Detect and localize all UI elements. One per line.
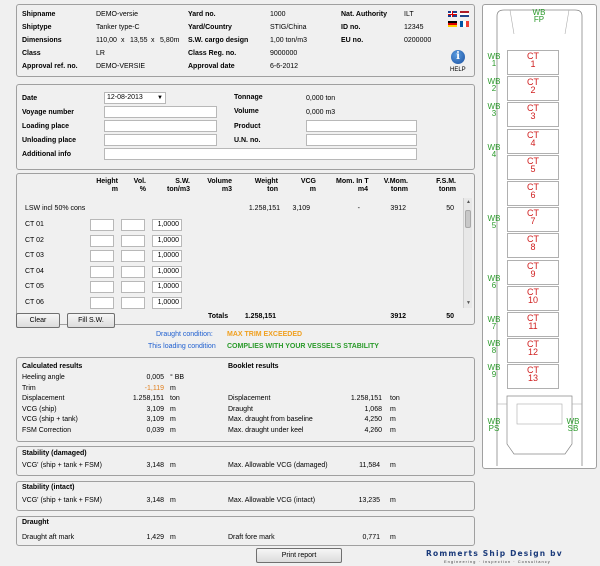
loading-condition-label: This loading condition	[148, 343, 216, 350]
wb-tank-number: 1	[491, 59, 497, 68]
tank-row-name: CT 02	[25, 236, 44, 244]
booklet-result-unit: m	[390, 426, 396, 434]
totals-fsm: 50	[446, 313, 454, 320]
help-label[interactable]: HELP	[450, 67, 466, 73]
calc-result-label: FSM Correction	[22, 426, 72, 434]
wb-tank-number: PS	[488, 424, 500, 433]
cargo-tank-label: CT	[527, 51, 539, 61]
unloading-place-label: Unloading place	[22, 137, 77, 144]
cargo-tank-ct1[interactable]	[507, 50, 559, 75]
cargo-tank-label: CT	[527, 182, 539, 192]
booklet-result-unit: m	[390, 405, 396, 413]
wb-tank-1[interactable]	[486, 53, 502, 67]
draught-aft-label: Draught aft mark	[22, 534, 75, 541]
voyage-number-label: Voyage number	[22, 109, 74, 116]
damaged-vcg-value: 3,148	[146, 462, 164, 469]
wb-tank-label: WB	[487, 363, 501, 372]
dimension-sep-2: x	[151, 37, 155, 44]
tank-row-name: CT 05	[25, 283, 44, 290]
calc-result-unit: ton	[170, 395, 180, 402]
wb-tank-label: WB	[487, 274, 501, 283]
stability-damaged-title: Stability (damaged)	[22, 450, 87, 457]
draught-aft-unit: m	[170, 534, 176, 541]
booklet-result-label: Max. draught from baseline	[228, 416, 313, 423]
booklet-result-value: 4,250	[364, 416, 382, 423]
cargo-tank-ct12[interactable]	[507, 338, 559, 363]
booklet-result-value: 1,068	[364, 405, 382, 413]
cargo-tank-number: 13	[527, 373, 538, 384]
cargo-tank-ct11[interactable]	[507, 312, 559, 337]
volume-pct-input[interactable]	[121, 297, 145, 309]
additional-info-field[interactable]	[104, 148, 417, 160]
booklet-result-label: Max. draught under keel	[228, 426, 304, 434]
calculated-results-title: Calculated results	[22, 363, 83, 370]
cargo-tank-label: CT	[527, 339, 539, 350]
intact-max-value: 13,235	[358, 497, 380, 504]
draught-condition-value: MAX TRIM EXCEEDED	[227, 331, 303, 338]
scroll-up-icon[interactable]: ▲	[466, 199, 471, 205]
table-scrollbar[interactable]	[463, 198, 472, 308]
cargo-tank-label: CT	[527, 77, 539, 88]
totals-label: Totals	[208, 313, 229, 320]
cargo-tank-number: 1	[530, 59, 536, 69]
wb-tank-4[interactable]	[486, 144, 502, 158]
booklet-result-unit: m	[390, 416, 396, 423]
cargo-tank-label: CT	[527, 129, 539, 140]
cargo-tank-number: 12	[527, 347, 538, 358]
lsw-vmom: 3912	[390, 205, 406, 212]
fill-sw-button[interactable]: Fill S.W.	[67, 313, 115, 328]
cargo-tank-number: 9	[530, 268, 536, 279]
tonnage-label: Tonnage	[234, 94, 263, 101]
column-header-line1: S.W.	[175, 178, 190, 185]
class-value: LR	[96, 50, 105, 57]
un-no-field[interactable]	[306, 134, 417, 146]
cargo-tank-label: CT	[527, 260, 539, 271]
volume-pct-input[interactable]	[121, 281, 145, 293]
additional-info-label: Additional info	[22, 151, 71, 158]
column-header-line2: ton/m3	[167, 186, 190, 193]
wb-tank-5[interactable]	[486, 215, 502, 229]
cargo-tank-number: 3	[530, 111, 536, 122]
product-field[interactable]	[306, 120, 417, 132]
yard-no-value: 1000	[270, 11, 286, 18]
damaged-vcg-label: VCG' (ship + tank + FSM)	[22, 462, 102, 469]
draught-aft-value: 1,429	[146, 534, 164, 541]
approval-date-label: Approval date	[188, 63, 235, 70]
flag-uk-icon[interactable]	[448, 11, 457, 17]
cargo-tank-ct13[interactable]	[507, 364, 559, 389]
column-header-line1: VCG	[300, 178, 316, 185]
booklet-result-label: Draught	[228, 405, 253, 413]
cargo-tank-number: 7	[530, 216, 536, 227]
product-label: Product	[234, 123, 261, 130]
sw-input[interactable]: 1,0000	[152, 266, 182, 278]
wb-tank-number: 5	[491, 221, 497, 230]
scrollbar-thumb[interactable]	[465, 210, 471, 228]
column-header-line1: Height	[96, 178, 118, 185]
column-header-line2: m3	[221, 186, 232, 193]
shiptype-value: Tanker type-C	[96, 24, 140, 31]
calc-result-label: VCG (ship + tank)	[22, 416, 78, 423]
volume-pct-input[interactable]	[121, 219, 145, 231]
wb-sb-line2: SB	[567, 424, 579, 433]
column-header-line2: m	[309, 186, 316, 193]
dimension-depth: 5,80m	[160, 37, 180, 44]
calc-result-unit: m	[170, 405, 176, 413]
tank-row-name: CT 01	[25, 221, 44, 228]
draught-title: Draught	[22, 519, 49, 526]
flag-nl-icon[interactable]	[460, 11, 469, 17]
dimension-length: 110,00	[96, 37, 117, 44]
booklet-result-value: 4,260	[364, 426, 382, 434]
lsw-fsm: 50	[446, 205, 454, 212]
intact-max-label: Max. Allowable VCG (intact)	[228, 497, 316, 504]
cargo-tank-ct5[interactable]	[507, 155, 559, 180]
damaged-max-unit: m	[390, 462, 396, 469]
help-icon[interactable]: i	[451, 50, 465, 64]
stability-intact-title: Stability (intact)	[22, 484, 75, 491]
cargo-tank-ct8[interactable]	[507, 233, 559, 258]
yard-no-label: Yard no.	[188, 11, 216, 18]
sw-cargo-label: S.W. cargo design	[188, 37, 249, 44]
wb-tank-7[interactable]	[486, 316, 502, 330]
calc-result-unit: m	[170, 416, 176, 423]
clear-button[interactable]: Clear	[16, 313, 60, 328]
shipname-value: DEMO-versie	[96, 11, 139, 18]
cargo-tank-number: 11	[528, 321, 538, 331]
wb-sb-tank[interactable]	[565, 418, 581, 432]
date-label: Date	[22, 95, 38, 102]
calc-result-label: Displacement	[22, 395, 65, 402]
calc-result-label: VCG (ship)	[22, 405, 57, 413]
intact-vcg-unit: m	[170, 497, 176, 504]
wb-tank-label: WB	[487, 102, 501, 111]
id-no-label: ID no.	[341, 24, 361, 31]
brand-tagline: Engineering · Inspection · Consultancy	[444, 559, 551, 564]
sw-input[interactable]: 1,0000	[152, 219, 182, 231]
loading-place-label: Loading place	[22, 123, 70, 130]
wb-fp-line2: FP	[533, 15, 545, 24]
column-header-line2: tonm	[438, 186, 456, 193]
height-input[interactable]	[90, 235, 114, 247]
calc-result-value: 3,109	[146, 405, 164, 413]
chevron-down-icon[interactable]: ▼	[157, 95, 163, 101]
cargo-tank-number: 6	[530, 190, 536, 200]
lsw-vcg: 3,109	[292, 205, 310, 212]
wb-tank-8[interactable]	[486, 340, 502, 354]
height-input[interactable]	[90, 281, 114, 293]
shiptype-label: Shiptype	[22, 24, 52, 31]
wb-tank-ps[interactable]	[486, 418, 502, 432]
sw-input[interactable]: 1,0000	[152, 297, 182, 309]
cargo-tank-number: 2	[530, 85, 536, 96]
sw-input[interactable]: 1,0000	[152, 281, 182, 293]
wb-tank-9[interactable]	[486, 364, 502, 378]
sw-input[interactable]: 1,0000	[152, 250, 182, 262]
un-no-label: U.N. no.	[234, 137, 261, 144]
date-picker[interactable]	[104, 92, 166, 104]
cargo-tank-label: CT	[527, 103, 539, 114]
height-input[interactable]	[90, 266, 114, 278]
volume-value: 0,000 m3	[306, 109, 336, 116]
height-input[interactable]	[90, 250, 114, 262]
cargo-tank-ct10[interactable]	[507, 286, 559, 311]
lsw-mom: -	[357, 205, 360, 212]
draught-fore-value: 0,771	[362, 534, 380, 541]
cargo-tank-ct9[interactable]	[507, 260, 559, 285]
cargo-tank-ct3[interactable]	[507, 102, 559, 127]
volume-pct-input[interactable]	[121, 235, 145, 247]
loading-place-field[interactable]	[104, 120, 217, 132]
wb-tank-number: 8	[491, 346, 497, 355]
flag-fr-icon[interactable]	[460, 21, 469, 27]
volume-pct-input[interactable]	[121, 250, 145, 262]
wb-tank-number: 9	[491, 370, 497, 379]
approval-date-value: 6-6-2012	[270, 63, 299, 70]
dimension-breadth: 13,55	[130, 37, 148, 44]
calc-result-unit: m	[170, 384, 176, 392]
date-value: 12-08-2013	[107, 94, 143, 101]
cargo-tank-ct7[interactable]	[507, 207, 559, 232]
cargo-tank-ct6[interactable]	[507, 181, 559, 206]
damaged-vcg-unit: m	[170, 462, 176, 469]
cargo-tank-number: 10	[527, 294, 538, 305]
draught-fore-label: Draft fore mark	[228, 534, 275, 541]
calc-result-value: -1,119	[144, 384, 164, 392]
wb-tank-2[interactable]	[486, 78, 502, 92]
nat-authority-value: ILT	[404, 11, 414, 18]
calc-result-value: 0,039	[146, 426, 164, 434]
scroll-down-icon[interactable]: ▼	[466, 300, 471, 306]
column-header-line2: m	[111, 186, 118, 193]
height-input[interactable]	[90, 219, 114, 231]
wb-tank-label: WB	[487, 214, 501, 223]
booklet-result-unit: ton	[390, 395, 400, 402]
wb-sb-line1: WB	[566, 417, 580, 426]
wb-tank-label: WB	[487, 143, 501, 152]
cargo-tank-label: CT	[527, 365, 539, 376]
voyage-number-field[interactable]	[104, 106, 217, 118]
cargo-tank-number: 5	[530, 163, 536, 174]
sw-input[interactable]: 1,0000	[152, 235, 182, 247]
wb-tank-number: 3	[491, 109, 497, 118]
cargo-tank-label: CT	[527, 286, 539, 297]
tank-table-panel	[16, 173, 475, 325]
column-header-line2: tonm	[390, 186, 408, 193]
calc-result-value: 0,005	[146, 374, 164, 381]
wb-fp-tank[interactable]	[531, 9, 547, 23]
column-header-line1: F.S.M.	[436, 178, 456, 185]
unloading-place-field[interactable]	[104, 134, 217, 146]
wb-tank-label: WB	[487, 339, 501, 348]
cargo-tank-ct2[interactable]	[507, 76, 559, 101]
draught-fore-unit: m	[390, 534, 396, 541]
column-header-line1: V.Mom.	[383, 178, 408, 185]
wb-tank-number: 2	[491, 84, 497, 93]
calc-result-label: Heeling angle	[22, 374, 65, 381]
lsw-weight: 1.258,151	[248, 205, 280, 212]
booklet-results-title: Booklet results	[228, 363, 279, 370]
cargo-tank-ct4[interactable]	[507, 129, 559, 154]
cargo-tank-label: CT	[527, 234, 539, 245]
damaged-max-value: 11,584	[359, 462, 380, 469]
eu-no-label: EU no.	[341, 37, 364, 44]
cargo-tank-number: 4	[530, 137, 536, 148]
column-header-line1: Volume	[207, 178, 232, 185]
volume-pct-input[interactable]	[121, 266, 145, 278]
height-input[interactable]	[90, 297, 114, 309]
draught-panel	[16, 516, 475, 546]
class-reg-value: 9000000	[270, 50, 298, 57]
totals-weight: 1.258,151	[244, 313, 276, 320]
class-label: Class	[22, 50, 41, 57]
column-header-line1: Mom. In T	[336, 178, 369, 185]
eu-no-value: 0200000	[404, 37, 432, 44]
intact-max-unit: m	[390, 497, 396, 504]
sw-cargo-value: 1,00 ton/m3	[270, 37, 307, 44]
column-header-line2: %	[139, 186, 146, 193]
column-header-line1: Vol.	[133, 178, 146, 185]
booklet-result-label: Displacement	[228, 395, 271, 402]
wb-tank-number: 6	[491, 281, 497, 290]
yard-country-value: STIG/China	[270, 24, 307, 31]
calc-result-label: Trim	[22, 384, 36, 392]
cargo-tank-label: CT	[527, 155, 539, 166]
tank-row-name: CT 03	[25, 252, 44, 259]
wb-tank-3[interactable]	[486, 103, 502, 117]
intact-vcg-label: VCG' (ship + tank + FSM)	[22, 497, 102, 504]
nat-authority-label: Nat. Authority	[341, 11, 388, 18]
dimensions-label: Dimensions	[22, 37, 62, 44]
yard-country-label: Yard/Country	[188, 24, 232, 31]
cargo-tank-number: 8	[530, 242, 536, 253]
brand-logo: Rommerts Ship Design bv	[426, 549, 563, 558]
column-header-line2: ton	[267, 186, 278, 193]
wb-tank-6[interactable]	[486, 275, 502, 289]
wb-tank-label: WB	[487, 417, 501, 426]
column-header-line2: m4	[357, 186, 368, 193]
damaged-max-label: Max. Allowable VCG (damaged)	[228, 462, 328, 469]
calc-result-unit: m	[170, 426, 176, 434]
class-reg-label: Class Reg. no.	[188, 50, 237, 57]
stability-intact-panel	[16, 481, 475, 511]
id-no-value: 12345	[404, 24, 424, 31]
intact-vcg-value: 3,148	[146, 497, 164, 504]
draught-condition-label: Draught condition:	[156, 331, 213, 338]
approval-ref-label: Approval ref. no.	[22, 63, 78, 70]
tank-row-name: CT 06	[25, 298, 44, 306]
volume-label: Volume	[234, 108, 259, 115]
wb-tank-label: WB	[487, 52, 501, 61]
totals-vmom: 3912	[390, 313, 406, 320]
dimension-sep-1: x	[121, 37, 125, 44]
shipname-label: Shipname	[22, 11, 56, 18]
print-report-button[interactable]: Print report	[256, 548, 342, 563]
lsw-name: LSW incl 50% cons	[25, 205, 86, 212]
calc-result-value: 1.258,151	[132, 395, 164, 402]
wb-fp-line1: WB	[532, 8, 546, 17]
calc-result-unit: ° BB	[170, 374, 185, 381]
approval-ref-value: DEMO-VERSIE	[96, 63, 146, 70]
wb-tank-number: 7	[491, 322, 497, 331]
tank-row-name: CT 04	[25, 267, 44, 275]
booklet-result-value: 1.258,151	[350, 395, 382, 402]
loading-condition-value: COMPLIES WITH YOUR VESSEL'S STABILITY	[227, 343, 379, 350]
wb-tank-label: WB	[487, 315, 501, 324]
calc-result-value: 3,109	[146, 416, 164, 423]
wb-tank-number: 4	[491, 150, 497, 159]
cargo-tank-label: CT	[527, 208, 539, 219]
tonnage-value: 0,000 ton	[306, 95, 336, 102]
column-header-line1: Weight	[254, 178, 278, 185]
flag-de-icon[interactable]	[448, 21, 457, 27]
wb-tank-label: WB	[487, 77, 501, 86]
cargo-tank-label: CT	[527, 313, 539, 323]
